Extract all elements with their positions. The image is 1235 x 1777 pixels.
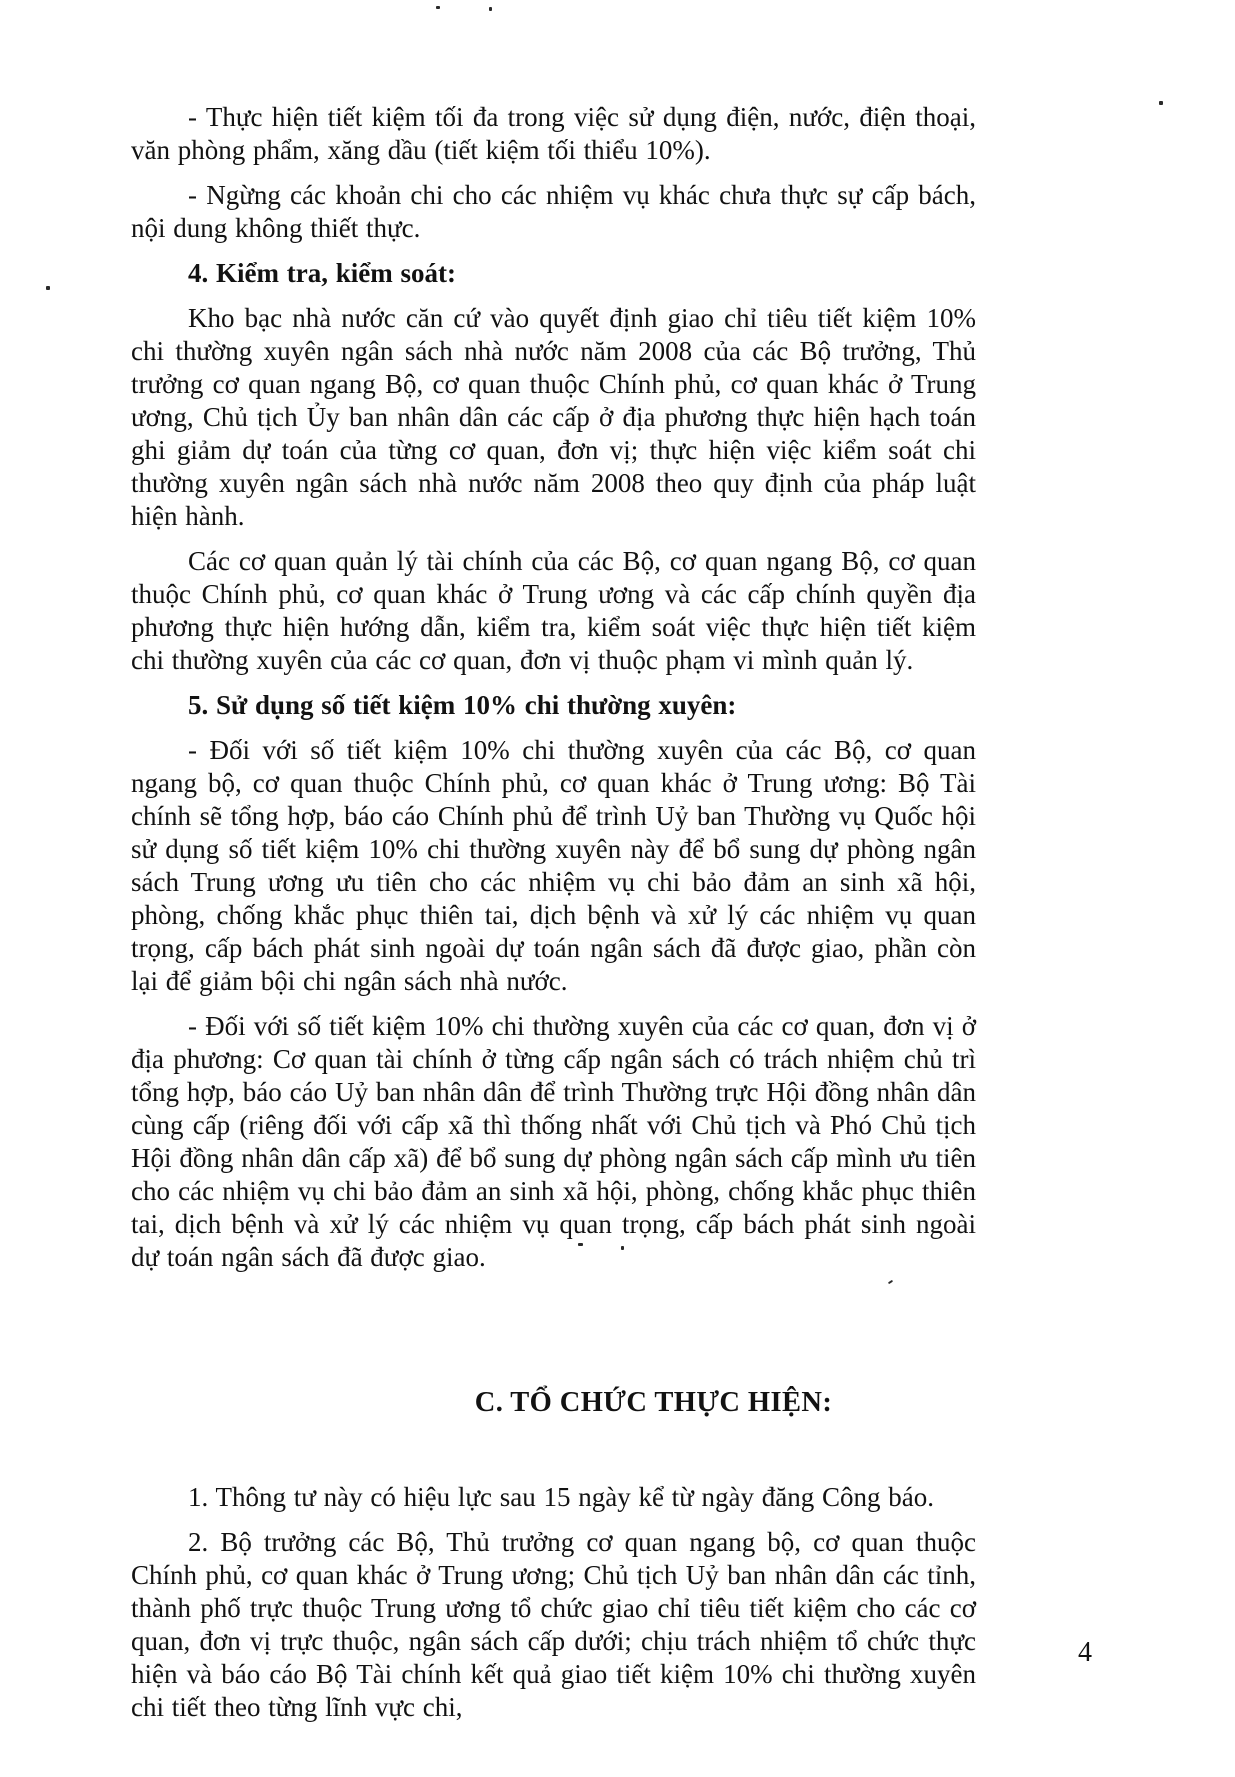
heading-section-4: 4. Kiểm tra, kiểm soát:: [188, 258, 456, 288]
page-number: 4: [1078, 1637, 1092, 1668]
bullet-item: - Đối với số tiết kiệm 10% chi thường xuyên của các cơ quan, đơn vị ở địa phương: Cơ quan tài chính ở từng cấp ngân sách có trách nhiệm chủ trì tổng hợp, báo cáo Uỷ ban nhân dân để trình Thường trực Hội đồng nhân dân cùng cấp (riêng đối với cấp xã thì thống nhất với Chủ tịch và Phó Chủ tịch Hội đồng nhân dân cấp xã) để bổ sung dự phòng ngân sách cấp mình ưu tiên cho các nhiệm vụ chi bảo đảm an sinh xã hội, phòng, chống khắc phục thiên tai, dịch bệnh và xử lý các nhiệm vụ quan trọng, cấp bách phát sinh ngoài dự toán ngân sách đã được giao.: [131, 1011, 976, 1272]
paragraph: 2. Bộ trưởng các Bộ, Thủ trưởng cơ quan ngang bộ, cơ quan thuộc Chính phủ, cơ quan khác ở Trung ương; Chủ tịch Uỷ ban nhân dân các tỉnh, thành phố trực thuộc Trung ương tổ chức giao chỉ tiêu tiết kiệm cho các cơ quan, đơn vị trực thuộc, ngân sách cấp dưới; chịu trách nhiệm tổ chức thực hiện và báo cáo Bộ Tài chính kết quả giao tiết kiệm 10% chi thường xuyên chi tiết theo từng lĩnh vực chi,: [131, 1527, 976, 1722]
bullet-item: - Thực hiện tiết kiệm tối đa trong việc sử dụng điện, nước, điện thoại, văn phòng phẩm, xăng dầu (tiết kiệm tối thiểu 10%).: [131, 102, 976, 165]
paragraph: 1. Thông tư này có hiệu lực sau 15 ngày kể từ ngày đăng Công báo.: [188, 1482, 935, 1512]
heading-section-c: C. TỔ CHỨC THỰC HIỆN:: [474, 1387, 833, 1418]
scan-artifact: [436, 6, 440, 9]
heading-section-5: 5. Sử dụng số tiết kiệm 10% chi thường xuyên:: [188, 690, 737, 720]
scan-artifact: [578, 1243, 583, 1246]
scan-artifact: [1159, 101, 1163, 105]
scan-artifact: [621, 1246, 624, 1250]
paragraph: Kho bạc nhà nước căn cứ vào quyết định giao chỉ tiêu tiết kiệm 10% chi thường xuyên ngân sách nhà nước năm 2008 của các Bộ trưởng, Thủ trưởng cơ quan ngang Bộ, cơ quan thuộc Chính phủ, cơ quan khác ở Trung ương, Chủ tịch Ủy ban nhân dân các cấp ở địa phương thực hiện hạch toán ghi giảm dự toán của từng cơ quan, đơn vị; thực hiện việc kiểm soát chi thường xuyên ngân sách nhà nước năm 2008 theo quy định của pháp luật hiện hành.: [131, 303, 976, 531]
bullet-item: - Ngừng các khoản chi cho các nhiệm vụ khác chưa thực sự cấp bách, nội dung không thiết thực.: [131, 180, 976, 243]
scan-artifact: [46, 286, 50, 290]
bullet-item: - Đối với số tiết kiệm 10% chi thường xuyên của các Bộ, cơ quan ngang bộ, cơ quan thuộc Chính phủ, cơ quan khác ở Trung ương: Bộ Tài chính sẽ tổng hợp, báo cáo Chính phủ để trình Uỷ ban Thường vụ Quốc hội sử dụng số tiết kiệm 10% chi thường xuyên này để bổ sung dự phòng ngân sách Trung ương ưu tiên cho các nhiệm vụ chi bảo đảm an sinh xã hội, phòng, chống khắc phục thiên tai, dịch bệnh và xử lý các nhiệm vụ quan trọng, cấp bách phát sinh ngoài dự toán ngân sách đã được giao, phần còn lại để giảm bội chi ngân sách nhà nước.: [131, 735, 976, 996]
document-body: [131, 101, 976, 1736]
scan-artifact: [489, 7, 492, 11]
paragraph: Các cơ quan quản lý tài chính của các Bộ, cơ quan ngang Bộ, cơ quan thuộc Chính phủ, cơ quan khác ở Trung ương và các cấp chính quyền địa phương thực hiện hướng dẫn, kiểm tra, kiểm soát việc thực hiện tiết kiệm chi thường xuyên của các cơ quan, đơn vị thuộc phạm vi mình quản lý.: [131, 546, 976, 675]
